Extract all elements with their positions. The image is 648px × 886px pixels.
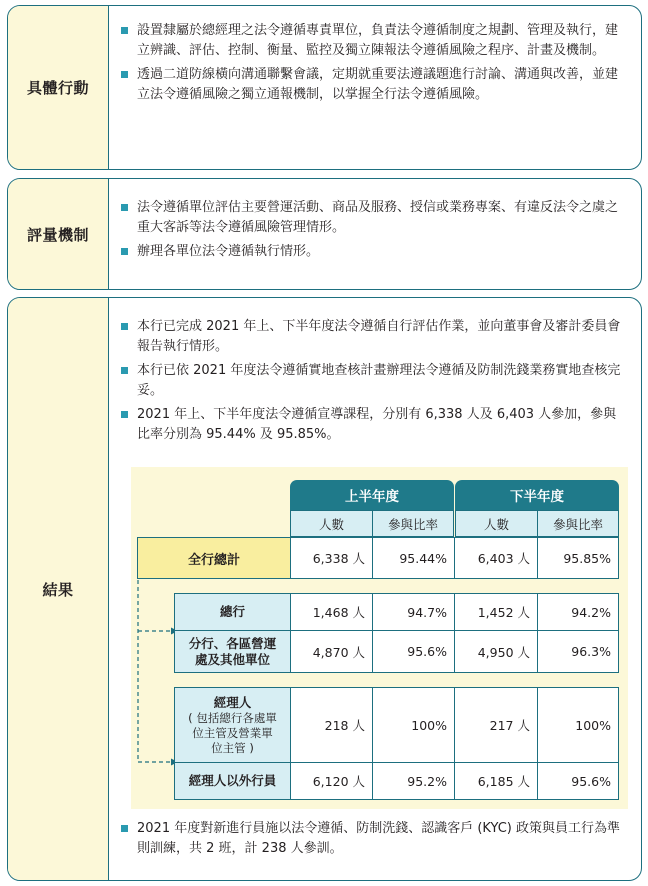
bullet-item: 2021 年度對新進行員施以法令遵循、防制洗錢、認識客戶 (KYC) 政策與員工行為準則訓練，共 2 班，計 238 人參訓。 xyxy=(119,819,629,859)
bullet-item: 透過二道防線橫向溝通聯繫會議，定期就重要法遵議題進行討論、溝通與改善，並建立法令遵循風險之獨立通報機制，以掌握全行法令遵循風險。 xyxy=(119,65,629,105)
manager-subtitle: ( 包括總行各處單位主管及營業單位主管 ) xyxy=(188,710,277,755)
cell-value: 6,403 人 xyxy=(454,537,538,579)
cell-value: 95.44% xyxy=(372,537,455,579)
cell-value: 218 人 xyxy=(290,687,373,763)
bullet-item: 本行已依 2021 年度法令遵循實地查核計畫辦理法令遵循及防制洗錢業務實地查核完妥。 xyxy=(119,361,629,401)
bullet-item: 2021 年上、下半年度法令遵循宣導課程，分別有 6,338 人及 6,403 人參加，參與比率分別為 95.44% 及 95.85%。 xyxy=(119,405,629,445)
row-staff-label: 經理人以外行員 xyxy=(174,762,291,800)
section-content xyxy=(108,179,641,289)
cell-value: 94.7% xyxy=(372,593,455,631)
cell-value: 94.2% xyxy=(537,593,619,631)
section-actions xyxy=(7,5,642,170)
section-footer xyxy=(108,819,641,863)
cell-value: 6,120 人 xyxy=(290,762,373,800)
bullet-item: 本行已完成 2021 年上、下半年度法令遵循自行評估作業，並向董事會及審計委員會報告執行情形。 xyxy=(119,317,629,357)
cell-value: 95.6% xyxy=(372,630,455,673)
section-evaluation xyxy=(7,178,642,290)
cell-value: 6,185 人 xyxy=(454,762,538,800)
cell-value: 1,468 人 xyxy=(290,593,373,631)
header-second-half: 下半年度 xyxy=(455,480,619,510)
cell-value: 95.85% xyxy=(537,537,619,579)
section-label: 評量機制 xyxy=(8,179,109,289)
cell-value: 100% xyxy=(372,687,455,763)
cell-value: 95.6% xyxy=(537,762,619,800)
cell-value: 100% xyxy=(537,687,619,763)
subheader-ratio: 參與比率 xyxy=(537,510,619,537)
section-label: 具體行動 xyxy=(8,6,109,169)
manager-title: 經理人 xyxy=(213,694,252,710)
row-hq-label: 總行 xyxy=(174,593,291,631)
subheader-ratio: 參與比率 xyxy=(372,510,454,537)
cell-value: 95.2% xyxy=(372,762,455,800)
subheader-people: 人數 xyxy=(455,510,538,537)
bullet-item: 法令遵循單位評估主要營運活動、商品及服務、授信或業務專案、有違反法令之虞之重大客訴等法令遵循風險管理情形。 xyxy=(119,198,629,238)
row-manager-label xyxy=(174,687,291,763)
cell-value: 6,338 人 xyxy=(290,537,373,579)
cell-value: 4,950 人 xyxy=(454,630,538,673)
bullet-item: 設置隸屬於總經理之法令遵循專責單位，負責法令遵循制度之規劃、管理及執行，建立辨識、評估、控制、衡量、監控及獨立陳報法令遵循風險之程序、計畫及機制。 xyxy=(119,21,629,61)
header-first-half: 上半年度 xyxy=(290,480,454,510)
section-label: 結果 xyxy=(8,298,109,880)
cell-value: 96.3% xyxy=(537,630,619,673)
row-total-label: 全行總計 xyxy=(137,537,291,579)
cell-value: 217 人 xyxy=(454,687,538,763)
cell-value: 1,452 人 xyxy=(454,593,538,631)
subheader-people: 人數 xyxy=(290,510,373,537)
bullet-item: 辦理各單位法令遵循執行情形。 xyxy=(119,242,629,262)
row-branch-label: 分行、各區營運處及其他單位 xyxy=(174,630,291,673)
section-content xyxy=(108,6,641,169)
cell-value: 4,870 人 xyxy=(290,630,373,673)
